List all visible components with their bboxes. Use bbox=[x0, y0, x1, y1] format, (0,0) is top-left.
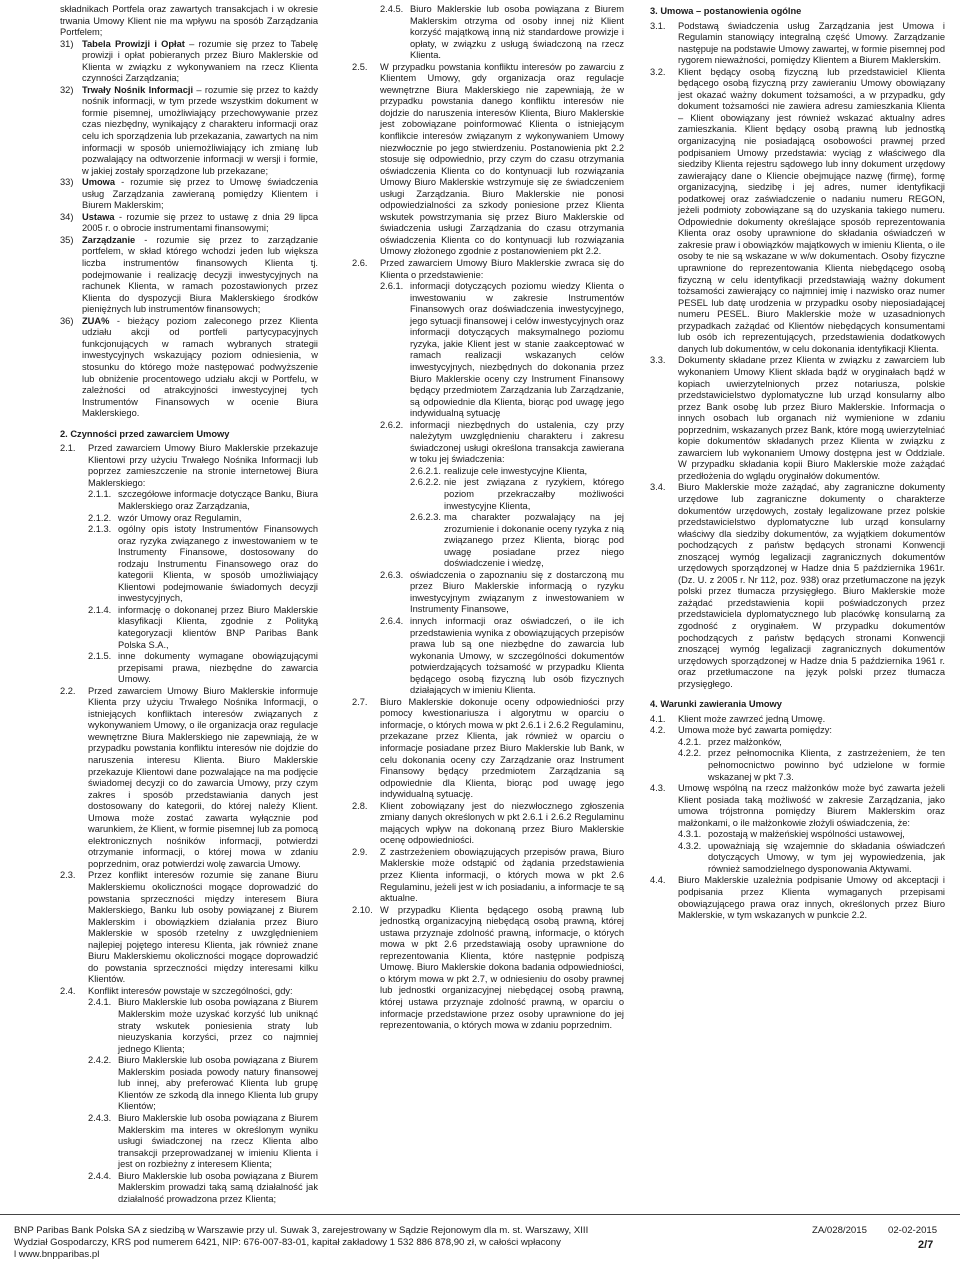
clause-item bbox=[650, 482, 945, 690]
clause-text: Podstawą świadczenia usług Zarządzania jest Umowa i Regulamin stanowiący integralną część Umowy. Zarządzanie następuje na podstawie Umowy zawartej, w formie pisemnej pod rygorem nieważności, pomiędzy Klientem a Biurem Maklerskim. bbox=[678, 20, 945, 66]
clause-number: 2.5. bbox=[352, 61, 368, 72]
definition-text: - rozumie się przez to ustawę z dnia 29 lipca 2005 r. o obrocie instrumentami finansowymi; bbox=[82, 211, 318, 234]
clause-number: 4.2.1. bbox=[678, 736, 702, 747]
clause-text: Biuro Maklerskie lub osoba powiązana z Biurem Maklerskim ma interes w określonym wyniku usługi świadczonej na rzecz Klienta albo transakcji przeprowadzanej w imieniu Klienta i jest on rozbieżny z interesem Klienta; bbox=[118, 1112, 318, 1170]
footer-company-line: BNP Paribas Bank Polska SA z siedzibą w Warszawie przy ul. Suwak 3, zarejestrowany w Sądzie Rejonowym dla m. st. Warszawy, XIII bbox=[14, 1225, 589, 1236]
definition-body bbox=[82, 85, 318, 177]
footer-website-link[interactable]: l www.bnpparibas.pl bbox=[14, 1249, 100, 1260]
clause-item bbox=[60, 997, 318, 1055]
clause-item bbox=[60, 986, 318, 998]
clause-text: Z zastrzeżeniem obowiązujących przepisów prawa, Biuro Maklerskie może odstąpić od żądania przedstawienia przez Klienta informacji, o których mowa w pkt 2.6 Regulaminu, jeżeli jest w ich posiadaniu, a informacje te są aktualne. bbox=[380, 846, 624, 904]
clause-number: 2.8. bbox=[352, 800, 368, 811]
clause-item bbox=[60, 443, 318, 489]
clause-text: Przed zawarciem Umowy Biuro Maklerskie informuje Klienta przy użyciu Trwałego Nośnika Informacji, o istniejących konfliktach interesów związanych z wykonywaniem Umowy, o ile organizacja oraz regulacje wewnętrzne Biura Maklerskiego nie zapewniają, że w przypadku powstania konfliktu interesów nie dojdzie do naruszenia interesu Klienta. Biuro Maklerskie przekazuje Klientowi dane pozwalające na ma podjęcie świadomej decyzji co do zawarcia Umowy, przy czym zakres i sposób przedstawiania danych jest dostosowany do kategorii, do której należy Klient. Umowa może zostać zawarta wyłącznie pod warunkiem, że Klient, w formie pisemnej lub za pomocą elektronicznych nośników informacji, potwierdzi otrzymanie informacji, o której mowa w zdaniu poprzednim, oraz potwierdzi wolę zawarcia Umowy. bbox=[88, 685, 318, 869]
clause-item bbox=[650, 841, 945, 876]
clause-number: 2.3. bbox=[60, 870, 76, 881]
page-footer bbox=[0, 1214, 960, 1259]
clause-item bbox=[60, 513, 318, 525]
clause-text: Klient zobowiązany jest do niezwłocznego zgłoszenia zmiany danych określonych w pkt 2.6.1 i 2.6.2 Regulaminu mających wpływ na dokonaną przez Biuro Maklerskie ocenę odpowiedniości. bbox=[380, 800, 624, 846]
clause-text: Przed zawarciem Umowy Biuro Maklerskie przekazuje Klientowi przy użyciu Trwałego Nośnika Informacji lub poprzez zamieszczenie na stronie internetowej Biura Maklerskiego: bbox=[88, 443, 318, 488]
clause-number: 2.6.4. bbox=[380, 615, 404, 626]
clause-item bbox=[650, 21, 945, 67]
clause-text: Biuro Maklerskie dokonuje oceny odpowiedniości przy pomocy kwestionariusza i algorytmu w oparciu o informacje, o których mowa w pkt 2.6.1 i 2.6.2 Regulaminu, przekazane przez Klienta, jak również w oparciu o informacje posiadane przez Biuro Maklerskie lub Bank, w celu dokonania oceny czy Zarządzanie oraz Instrument Finansowy będący przedmiotem Zarządzania są odpowiednie dla Klienta, biorąc pod uwagę jego indywidualną sytuację. bbox=[380, 696, 624, 800]
column-1 bbox=[60, 4, 318, 1205]
definition-body bbox=[82, 212, 318, 235]
clause-number: 2.4. bbox=[60, 985, 76, 996]
clause-number: 2.4.1. bbox=[88, 997, 112, 1008]
clause-text: Umowa może być zawarta pomiędzy: bbox=[678, 725, 832, 736]
definition-item bbox=[60, 212, 318, 235]
definition-text: - rozumie się przez to Umowę świadczenia usług Zarządzania zawieraną pomiędzy Klientem i Biurem Maklerskim; bbox=[82, 177, 318, 211]
clause-number: 2.1.3. bbox=[88, 524, 112, 535]
section-4-heading: 4. Warunki zawierania Umowy bbox=[650, 699, 782, 710]
clause-number: 3.3. bbox=[650, 355, 666, 366]
clause-number: 4.3.1. bbox=[678, 829, 702, 840]
clause-item bbox=[352, 616, 624, 697]
clause-number: 2.4.3. bbox=[88, 1112, 112, 1123]
clause-number: 2.1.2. bbox=[88, 512, 112, 523]
clause-text: innych informacji oraz oświadczeń, o ile ich przedstawienia wynika z obowiązujących przepisów prawa lub są one niezbędne do zawarcia lub wykonania Umowy, w szczególności dokumentów potwierdzających tożsamość w przypadku Klienta będącego osobą fizyczną lub osób fizycznych działających w imieniu Klienta. bbox=[410, 615, 624, 696]
definition-body bbox=[82, 39, 318, 85]
clause-item bbox=[60, 1055, 318, 1113]
clause-number: 2.1. bbox=[60, 443, 76, 454]
section-4-list bbox=[650, 714, 945, 922]
definition-number: 34) bbox=[60, 211, 74, 222]
definition-number: 33) bbox=[60, 177, 74, 188]
clause-text: szczegółowe informacje dotyczące Banku, Biura Maklerskiego oraz Zarządzania, bbox=[118, 489, 318, 511]
definition-body bbox=[82, 177, 318, 212]
clause-text: Biuro Maklerskie może zażądać, aby zagraniczne dokumenty urzędowe lub zagraniczne dokumenty o charakterze dokumentów urzędowych, zostały legalizowane przez polskie przedstawicielstwo dyplomatyczne lub urząd konsularny właściwy dla siedziby dokumentów, za wyjątkiem dokumentów pochodzących z państw będących stronami Konwencji znoszącej wymóg legalizacji zagranicznych dokumentów urzędowych sporządzonej w Hadze dnia 5 października 1961r. (Dz. U. z 2005 r. Nr 112, poz. 938) oraz przetłumaczone na język polski przez tłumacza przysięgłego. Biuro Maklerskie może zażądać przedstawienia kopii poświadczonych przez przedstawiciela dyplomatycznego lub placówkę konsularną za zgodność z oryginałem. W przypadku dokumentów pochodzących z państw będących stronami Konwencji znoszącej wymóg legalizacji zagranicznych dokumentów urzędowych sporządzonej w Hadze dnia 5 października 1961 r. oraz przetłumaczone na język polski przez tłumacza przysięgłego. bbox=[678, 482, 945, 689]
clause-text: informację o dokonanej przez Biuro Maklerskie klasyfikacji Klienta, zgodnie z Polityką kategoryzacji klientów BNP Paribas Bank Polska S.A., bbox=[118, 604, 318, 650]
column-2 bbox=[352, 4, 624, 1032]
clause-text: oświadczenia o zapoznaniu się z dostarczoną mu przez Biuro Maklerskie informacją o ryzyku inwestycyjnym związanym z inwestowaniem w Instrumenty Finansowe, bbox=[410, 569, 624, 615]
definition-number: 36) bbox=[60, 315, 74, 326]
clause-text: Biuro Maklerskie uzależnia podpisanie Umowy od akceptacji i podpisania przez Klienta wymaganych przepisami obowiązującego prawa oraz innych, określonych przez Biuro Maklerskie, w tym wskazanych w punkcie 2.2. bbox=[678, 875, 945, 921]
clause-number: 2.7. bbox=[352, 696, 368, 707]
clause-item bbox=[60, 870, 318, 985]
clause-text: informacji dotyczących poziomu wiedzy Klienta o inwestowaniu w zakresie Instrumentów Finansowych oraz doświadczenia inwestycyjnego, jego sytuacji finansowej i celów inwestycyjnych oraz informacji dotyczących maksymalnego poziomu ryzyka, jakie Klient jest w stanie zaakceptować w ramach realizacji wskazanych celów inwestycyjnych, niezbędnych do dokonania przez Biuro Maklerskie oceny czy Instrument Finansowy będący przedmiotem Zarządzania lub Zarządzanie, są odpowiednie dla Klienta, biorąc pod uwagę jego indywidualną sytuację bbox=[410, 281, 624, 419]
clause-text: Biuro Maklerskie lub osoba powiązana z Biurem Maklerskim może uzyskać korzyść lub uniknąć straty wskutek poniesienia straty lub nieuzyskania korzyści, przez co najmniej jednego Klienta; bbox=[118, 997, 318, 1054]
clause-text: W przypadku Klienta będącego osobą prawną lub jednostką organizacyjną niebędącą osobą prawną, której ustawa przyznaje zdolność prawną, informacje, o których mowa w pkt 2.6 przedstawiają osoby uprawnione do reprezentowania Klienta, które następnie podpiszą Umowę. Biuro Maklerskie dokona badania odpowiedniości, o którym mowa w pkt 2.7, w odniesieniu do osoby prawnej lub jednostki organizacyjnej niebędącej osobą prawną, której ustawa przyznaje zdolność prawną, w oparciu o informacje przedstawione przez osoby uprawnione do jej reprezentowania, o których mowa w zdaniu poprzednim. bbox=[380, 904, 624, 1031]
clause-text: upoważniają się wzajemnie do składania oświadczeń dotyczących Umowy, w tym jej wypowiedzenia, jak również samodzielnego dysponowania Aktywami. bbox=[708, 840, 945, 874]
clause-item bbox=[352, 420, 624, 466]
clause-text: Konflikt interesów powstaje w szczególności, gdy: bbox=[88, 985, 293, 996]
clause-number: 2.6.2.3. bbox=[410, 512, 442, 523]
clause-number: 2.1.5. bbox=[88, 651, 112, 662]
clause-number: 3.2. bbox=[650, 66, 666, 77]
definition-number: 32) bbox=[60, 84, 74, 95]
clause-number: 2.10. bbox=[352, 904, 373, 915]
clause-item bbox=[352, 697, 624, 801]
definition-term: Ustawa bbox=[82, 211, 115, 222]
clause-text: Dokumenty składane przez Klienta w związku z zawarciem lub wykonaniem Umowy Klient składa bądź w oryginałach bądź w kopiach uwierzytelnionych przez notariusza, polskie przedstawicielstwo dyplomatyczne lub urząd konsularny albo przez Bank osobę lub przez Biuro Maklerskie. Informacja o innych osobach lub organach niż wymienione w zdaniu poprzednim, wskazanych przez Bank, które mogą uwierzytelniać kopie dokumentów składanych przez Klienta w związku z zawarciem lub wykonaniem Umowy dostępna jest w Oddziale. W przypadku składania kopii Biuro Maklerskie może zażądać przedłożenia do wglądu oryginałów dokumentów. bbox=[678, 355, 945, 481]
definition-item bbox=[60, 177, 318, 212]
column-3 bbox=[650, 4, 945, 922]
clause-number: 3.4. bbox=[650, 482, 666, 493]
clause-item bbox=[352, 4, 624, 62]
definition-number: 35) bbox=[60, 234, 74, 245]
clause-number: 2.6.2.2. bbox=[410, 477, 442, 488]
clause-text: Biuro Maklerskie lub osoba powiązana z Biurem Maklerskim prowadzi taką samą działalność jak działalność prowadzona przez Klienta; bbox=[118, 1170, 318, 1204]
clause-number: 2.6.2. bbox=[380, 419, 404, 430]
definition-text: - bieżący poziom zaleconego przez Klienta udziału akcji od portfeli partycypacyjnych funkcjonujących w ramach wybranych strategii inwestycyjnych wskazujący poziom odniesienia, w stosunku do którego może następować podwyższenie lub obniżenie procentowego udziału akcji w Portfelu, w zależności od atrakcyjności inwestycyjnej tych Instrumentów Finansowych w ocenie Biura Maklerskiego. bbox=[82, 315, 318, 419]
clause-text: przez małżonków, bbox=[708, 736, 782, 747]
clause-number: 4.1. bbox=[650, 713, 666, 724]
clause-item bbox=[60, 524, 318, 605]
clause-item bbox=[60, 1113, 318, 1171]
clause-text: Biuro Maklerskie lub osoba powiązana z Biurem Maklerskim posiada powody natury finansowej lub innej, aby preferować Klienta lub grupę Klientów ze szkodą dla innego Klienta lub grupy Klientów; bbox=[118, 1055, 318, 1112]
clause-text: Przez konflikt interesów rozumie się zanane Biuru Maklerskiemu okoliczności mogące doprowadzić do powstania sprzeczności między interesem Biura Maklerskiego, Banku lub osoby powiązanej z Biurem Maklerskim i obowiązkiem działania przez Biuro Maklerskie w sposób rzetelny z uwzględnieniem najlepiej pojętego interesu Klienta, jak również znane Biuru Maklerskiemu okoliczności mogące doprowadzić do powstania sprzeczności między interesami kilku Klientów. bbox=[88, 870, 318, 985]
definition-term: Zarządzanie bbox=[82, 234, 136, 245]
clause-number: 2.1.4. bbox=[88, 604, 112, 615]
definition-text: - rozumie się przez to zarządzanie portfelem, w skład którego wchodzi jeden lub większa liczba instrumentów finansowych Klienta tj. podejmowanie i realizację decyzji inwestycyjnych na rachunek Klienta, w ramach pozostawionych przez Klienta do dyspozycji Biura Maklerskiego środków pieniężnych lub instrumentów finansowych; bbox=[82, 234, 318, 315]
clause-item bbox=[60, 605, 318, 651]
clause-item bbox=[60, 489, 318, 512]
clause-number: 2.1.1. bbox=[88, 489, 112, 500]
definition-number: 31) bbox=[60, 38, 74, 49]
clause-number: 2.2. bbox=[60, 685, 76, 696]
clause-item bbox=[352, 570, 624, 616]
definition-text: – rozumie się przez to każdy nośnik informacji, w tym przede wszystkim dokument w formie pisemnej, umożliwiający przechowywanie przez czas niezbędny, wynikający z charakteru informacji oraz celu ich sporządzenia lub przekazania, zawartych na nim informacji w sposób uniemożliwiający ich zmianę lub pozwalający na odtworzenie informacji w wersji i formie, w jakiej zostały sporządzone lub przekazane; bbox=[82, 84, 318, 176]
clause-text: Umowę wspólną na rzecz małżonków może być zawarta jeżeli Klient posiada taką możliwość w zakresie Zarządzania, jako umowa trójstronna pomiędzy Biurem Maklerskim oraz małżonkami, o ile małżonkowie złożyli oświadczenia, że: bbox=[678, 783, 945, 828]
col1-intro: składnikach Portfela oraz zawartych transakcjach i w okresie trwania Umowy Klient nie ma wpływu na sposób Zarządzania Portfelem; bbox=[60, 4, 318, 38]
clause-item bbox=[352, 466, 624, 478]
section-2-heading: 2. Czynności przed zawarciem Umowy bbox=[60, 428, 230, 439]
clause-item bbox=[352, 905, 624, 1032]
section-2-continued-list bbox=[352, 4, 624, 1032]
clause-number: 2.6.1. bbox=[380, 281, 404, 292]
clause-item bbox=[60, 651, 318, 686]
clause-item bbox=[352, 62, 624, 258]
clause-item bbox=[650, 67, 945, 356]
clause-text: Przed zawarciem Umowy Biuro Maklerskie zwraca się do Klienta o przedstawienie: bbox=[380, 258, 624, 280]
clause-item bbox=[352, 801, 624, 847]
clause-item bbox=[60, 686, 318, 871]
footer-registry-line: Wydział Gospodarczy, KRS pod numerem 6421, NIP: 676-007-83-01, kapitał zakładowy 1 532 886 878,90 zł, w całości wpłacony bbox=[14, 1237, 561, 1248]
clause-text: wzór Umowy oraz Regulamin, bbox=[118, 512, 242, 523]
clause-text: pozostają w małżeńskiej wspólności ustawowej, bbox=[708, 829, 905, 840]
definition-term: ZUA% bbox=[82, 315, 110, 326]
clause-item bbox=[352, 281, 624, 420]
clause-text: W przypadku powstania konfliktu interesów po zawarciu z Klientem Umowy, gdy organizacja oraz regulacje wewnętrzne Biura Maklerskiego nie zapewniają, że w przypadku powstania danego konfliktu interesów nie dojdzie do naruszenia interesów Klienta, Biuro Maklerskie jest zobowiązane poinformować Klienta o istniejącym konflikcie interesów związanym z wykonywaniem Umowy niezwłocznie po jego stwierdzeniu. Postanowienia pkt 2.2 stosuje się odpowiednio, przy czym do czasu otrzymania oświadczenia Klienta co do kontynuacji lub rozwiązania Umowy Biuro Maklerskie wstrzymuje się ze świadczeniem usługi Zarządzania. Biuro Maklerskie nie ponosi odpowiedzialności za szkody poniesione przez Klienta wskutek powstrzymania się przez Biuro Maklerskie od świadczenia usługi Zarządzania do czasu otrzymania oświadczenia Klienta co do kontynuacji lub rozwiązania Umowy złożonego zgodnie z postanowieniem pkt 2.2. bbox=[380, 61, 624, 257]
page-number: 2/7 bbox=[918, 1239, 934, 1251]
clause-text: ogólny opis istoty Instrumentów Finansowych oraz ryzyka związanego z inwestowaniem w te Instrumenty Finansowe, dostosowany do rodzaju Instrumentu Finansowego oraz do kategorii Klienta, w sposób umożliwiający Klientowi podejmowanie świadomych decyzji inwestycyjnych, bbox=[118, 524, 318, 604]
definition-text: – rozumie się przez to Tabelę prowizji i opłat pobieranych przez Biuro Maklerskie od Klienta w związku z wykonywaniem na rzecz Klienta czynności Zarządzania; bbox=[82, 38, 318, 84]
clause-text: Klient może zawrzeć jedną Umowę. bbox=[678, 713, 826, 724]
clause-number: 2.9. bbox=[352, 846, 368, 857]
clause-number: 2.4.2. bbox=[88, 1055, 112, 1066]
document-date: 02-02-2015 bbox=[888, 1225, 938, 1236]
clause-item bbox=[352, 512, 624, 570]
definition-item bbox=[60, 316, 318, 420]
clause-number: 2.6. bbox=[352, 258, 368, 269]
clause-number: 4.2.2. bbox=[678, 748, 702, 759]
clause-number: 4.2. bbox=[650, 725, 666, 736]
section-3-list bbox=[650, 21, 945, 691]
section-2-list bbox=[60, 443, 318, 1205]
definition-item bbox=[60, 39, 318, 85]
clause-number: 2.4.4. bbox=[88, 1170, 112, 1181]
clause-text: przez pełnomocnika Klienta, z zastrzeżeniem, że ten pełnomocnictwo powinno być udzielone w formie wskazanej w pkt 7.3. bbox=[708, 748, 945, 782]
clause-item bbox=[650, 714, 945, 726]
clause-item bbox=[352, 477, 624, 512]
clause-text: Klient będący osobą fizyczną lub przedstawiciel Klienta będącego osobą fizyczną przy zawieraniu Umowy obowiązany jest okazać ważny dokument tożsamości, a w przypadku, gdy dokument tożsamości nie zawiera adresu zamieszkania Klienta – Klient obowiązany jest również wskazać aktualny adres zamieszkania. Klient będący osobą prawną lub jednostką organizacyjną nie posiadającą osobowości prawnej przed podpisaniem Umowy przedstawia: wyciąg z właściwego dla siedziby Klienta rejestru sądowego lub inny dokument urzędowy zawierający dane o Kliencie obejmujące nazwę (firmę), formę organizacyjną, siedzibę i jej adres, numer identyfikacji podatkowej oraz zaświadczenie o nadaniu numeru REGON, jeżeli podmioty zobowiązane są do uzyskania takiego numeru. Odpowiednie dokumenty określające sposób reprezentowania Klienta oraz osoby uprawnione do składania oświadczeń w zakresie praw i obowiązków majątkowych w imieniu Klienta, o ile osoby te nie są wskazane w w/w dokumentach. Osoby fizyczne uprawnione do reprezentowania Klienta niebędącego osobą fizyczną w celu identyfikacji przedstawiają ważny dokument tożsamości zawierający co najmniej imię i nazwisko oraz numer PESEL lub datę urodzenia w przypadku osoby nieposiadającej numeru PESEL. Biuro Maklerskie może w uzasadnionych przypadkach zażądać od Klientów niebędących konsumentami lub osób ich reprezentujących, przedstawienia dodatkowych danych lub dokumentów, w celu dokonania identyfikacji Klienta. bbox=[678, 66, 945, 354]
clause-text: ma charakter pozwalający na jej zrozumienie i dokonanie oceny ryzyka z nią związanego przez Klienta, biorąc pod uwagę posiadane przez niego doświadczenie i wiedzę, bbox=[444, 512, 624, 569]
clause-item bbox=[650, 875, 945, 921]
clause-item bbox=[352, 258, 624, 281]
clause-item bbox=[650, 748, 945, 783]
clause-number: 4.3.2. bbox=[678, 840, 702, 851]
clause-number: 2.4.5. bbox=[380, 4, 404, 14]
definition-term: Trwały Nośnik Informacji bbox=[82, 84, 194, 95]
clause-text: inne dokumenty wymagane obowiązującymi przepisami prawa, niezbędne do zawarcia Umowy. bbox=[118, 651, 318, 685]
definition-body bbox=[82, 235, 318, 316]
clause-item bbox=[650, 737, 945, 749]
clause-item bbox=[60, 1171, 318, 1206]
clause-text: realizuje cele inwestycyjne Klienta, bbox=[444, 465, 588, 476]
clause-text: nie jest związana z ryzykiem, którego poziom przekraczałby możliwości inwestycyjne Klienta, bbox=[444, 477, 624, 511]
clause-item bbox=[650, 725, 945, 737]
clause-number: 3.1. bbox=[650, 20, 666, 31]
clause-item bbox=[650, 829, 945, 841]
definition-item bbox=[60, 85, 318, 177]
clause-text: Biuro Maklerskie lub osoba powiązana z Biurem Maklerskim otrzyma od osoby innej niż Klient korzyść majątkową inną niż standardowe prowizje i opłaty, w związku z usługą świadczoną na rzecz Klienta. bbox=[410, 4, 624, 61]
clause-item bbox=[650, 783, 945, 829]
clause-text: informacji niezbędnych do ustalenia, czy przy należytym uwzględnieniu charakteru i zakresu świadczonej usługi określona transakcja zawierana w toku jej świadczenia: bbox=[410, 419, 624, 465]
section-3-heading: 3. Umowa – postanowienia ogólne bbox=[650, 6, 802, 16]
clause-number: 4.4. bbox=[650, 875, 666, 886]
definition-item bbox=[60, 235, 318, 316]
definitions-list bbox=[60, 39, 318, 420]
definition-body bbox=[82, 316, 318, 420]
clause-item bbox=[650, 355, 945, 482]
clause-number: 2.6.2.1. bbox=[410, 465, 442, 476]
definition-term: Tabela Prowizji i Opłat bbox=[82, 38, 185, 49]
document-code: ZA/028/2015 bbox=[812, 1225, 867, 1236]
clause-number: 2.6.3. bbox=[380, 569, 404, 580]
clause-number: 4.3. bbox=[650, 783, 666, 794]
definition-term: Umowa bbox=[82, 177, 116, 188]
clause-item bbox=[352, 847, 624, 905]
